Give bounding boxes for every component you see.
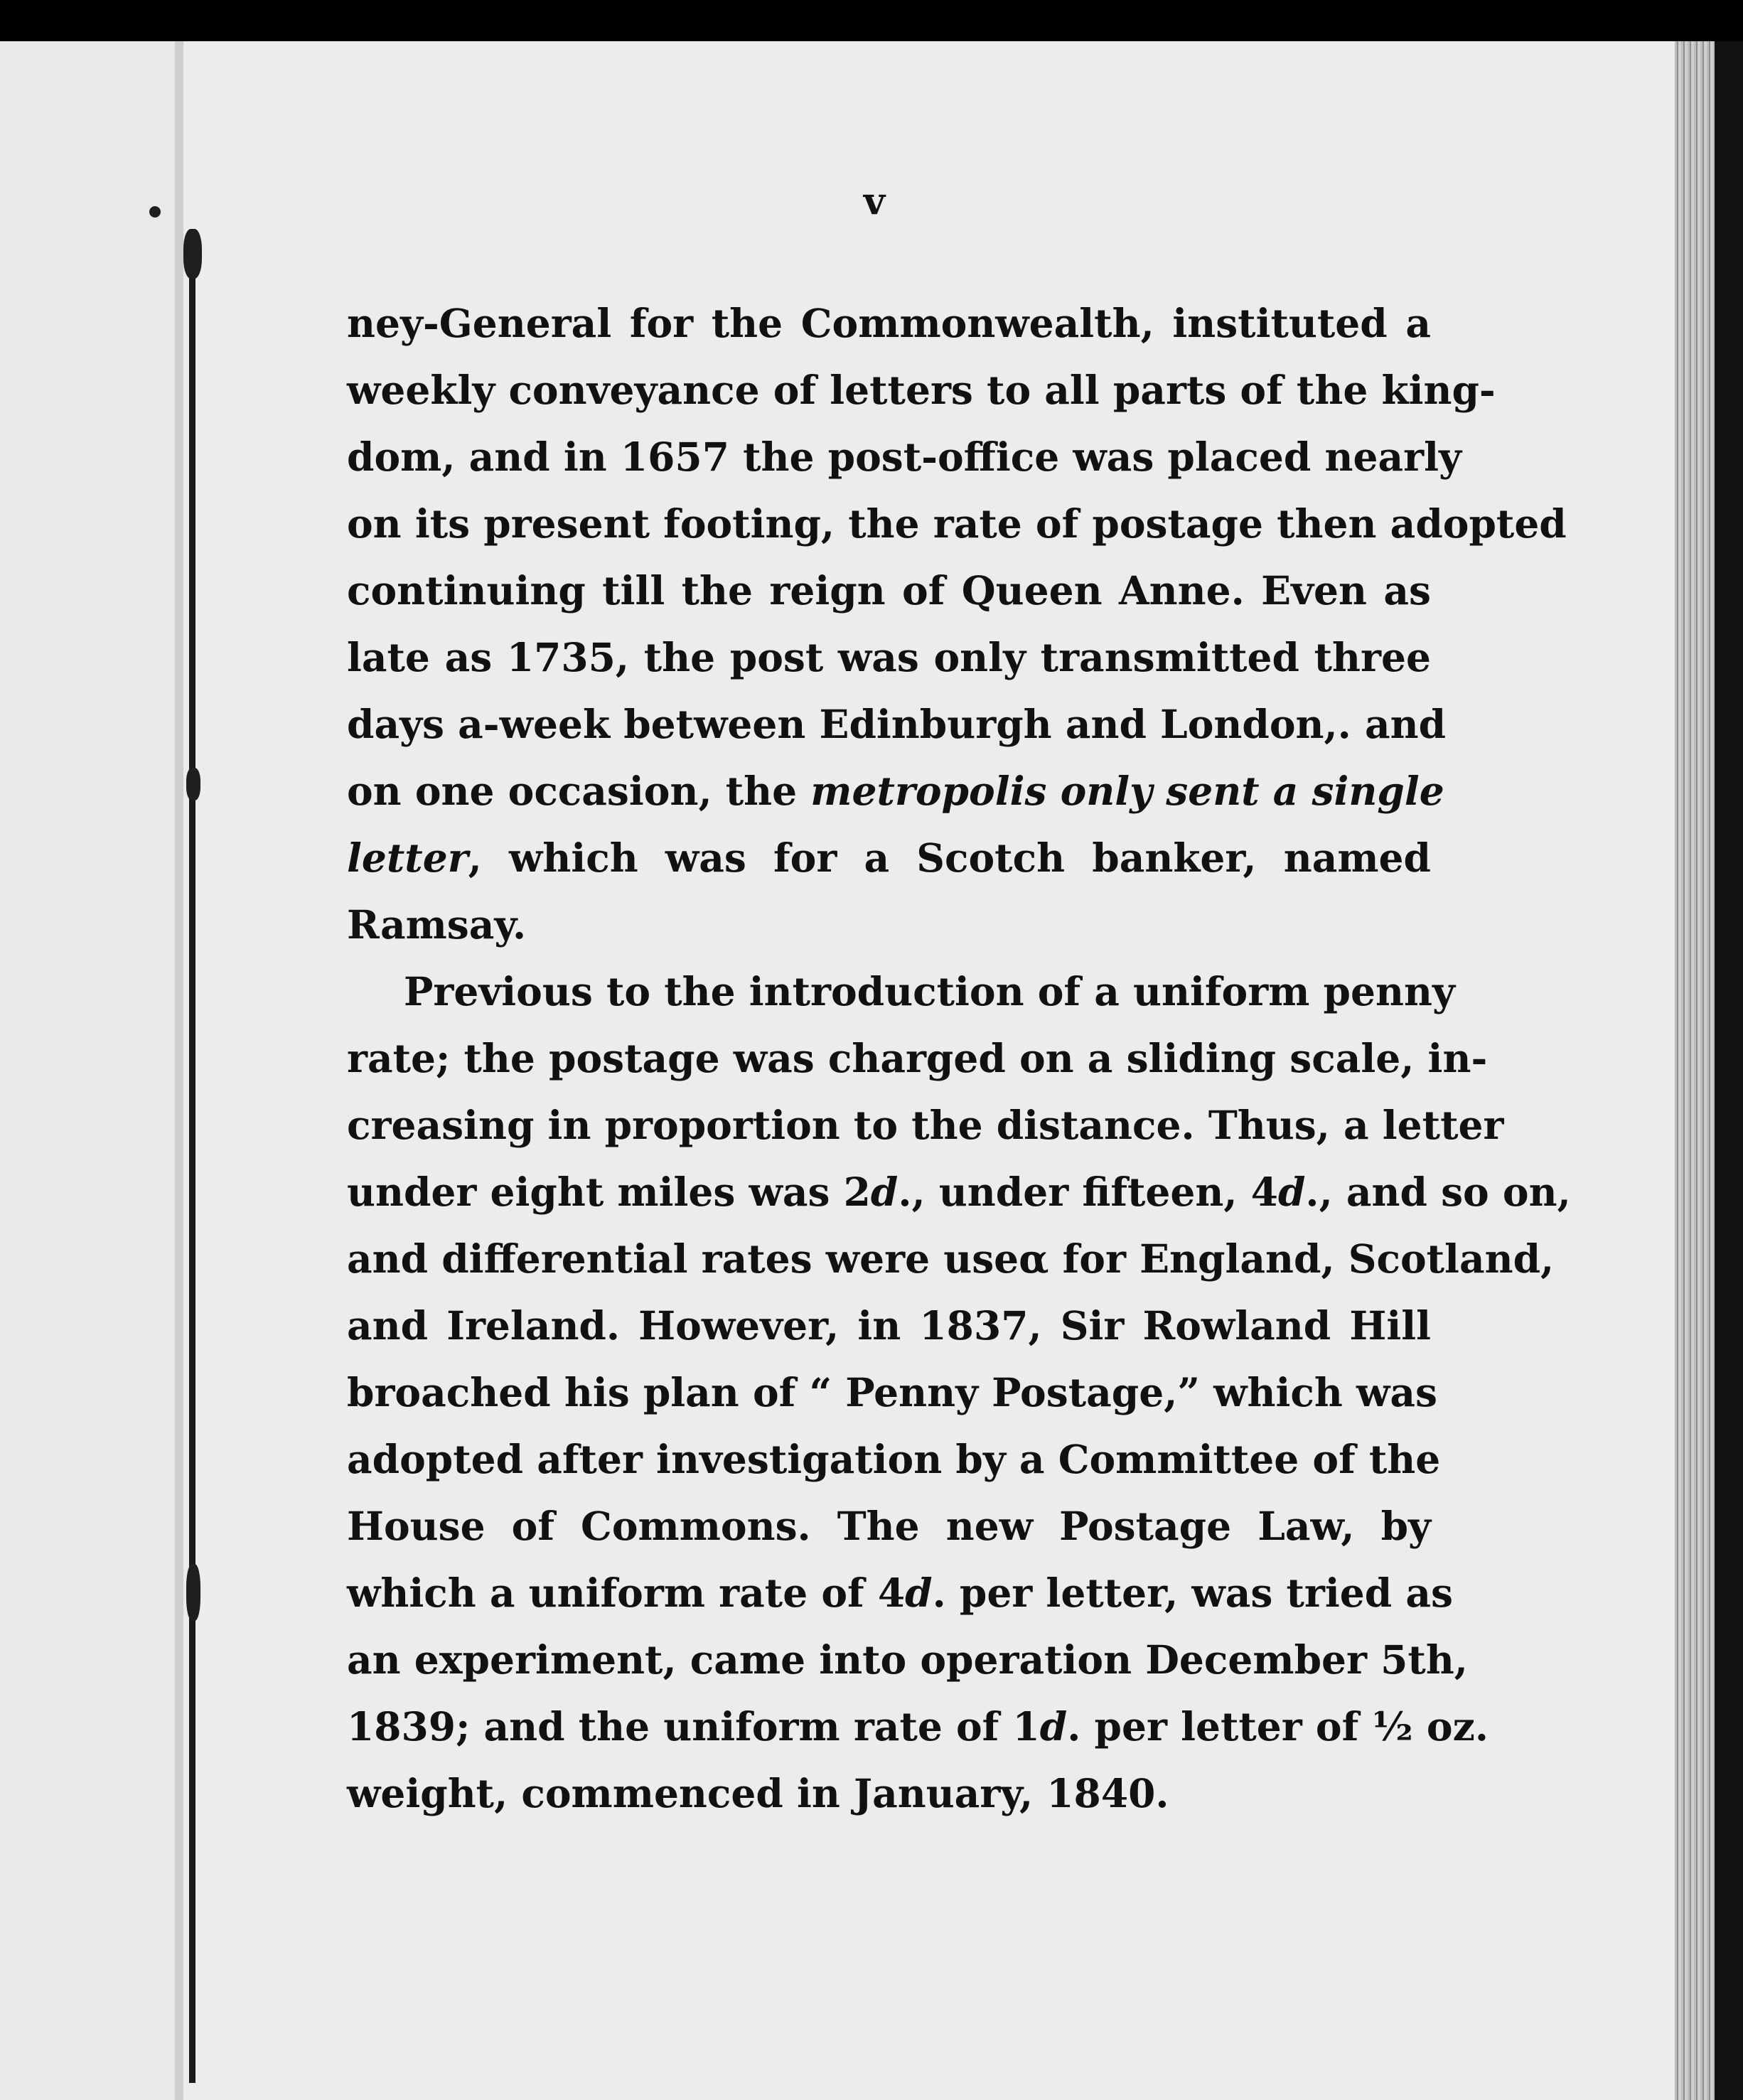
- text-line: [347, 424, 1462, 491]
- text-run: creasing in proportion to the distance. Thus, a letter: [347, 1102, 1504, 1148]
- text-run: broached his plan of “ Penny Postage,” which was: [347, 1369, 1437, 1415]
- text-run: . per letter, was tried as: [932, 1570, 1453, 1616]
- text-line: [347, 557, 1431, 624]
- text-run: ney-General for the Commonwealth, instituted a: [347, 300, 1431, 346]
- text-line: [347, 691, 1447, 758]
- text-run: late as 1735, the post was only transmitted three: [347, 634, 1431, 680]
- text-line: [347, 758, 1444, 825]
- text-run: House of Commons. The new Postage Law, by: [347, 1503, 1431, 1549]
- text-line: [347, 1159, 1571, 1226]
- binding-blot: [183, 229, 202, 279]
- text-line: [347, 1359, 1437, 1426]
- text-run: adopted after investigation by a Committee of the: [347, 1436, 1441, 1482]
- binding-blot: [186, 768, 200, 800]
- text-run: 1839; and the uniform rate of 1: [347, 1703, 1040, 1750]
- text-run: ., under fifteen, 4: [898, 1169, 1278, 1215]
- italic-text-run: d: [1277, 1169, 1306, 1215]
- text-line: [347, 891, 1431, 958]
- text-run: an experiment, came into operation December 5th,: [347, 1636, 1468, 1683]
- text-line: [347, 958, 1455, 1025]
- text-line: [347, 624, 1431, 691]
- text-run: on one occasion, the: [347, 768, 811, 814]
- text-line: [347, 1292, 1431, 1359]
- text-line: [347, 357, 1496, 424]
- page-stack-edge: [1675, 41, 1716, 2100]
- text-line: [347, 825, 1431, 891]
- text-run: Previous to the introduction of a uniform penny: [404, 968, 1455, 1014]
- body-text: [347, 290, 1571, 1827]
- italic-text-run: d: [870, 1169, 899, 1215]
- text-run: days a-week between Edinburgh and London,. and: [347, 701, 1447, 747]
- text-line: [347, 1627, 1468, 1693]
- text-run: and Ireland. However, in 1837, Sir Rowland Hill: [347, 1302, 1431, 1349]
- italic-text-run: letter: [347, 835, 468, 881]
- text-line: [347, 1426, 1441, 1493]
- text-line: [347, 491, 1567, 557]
- scan-border-right: [1715, 41, 1743, 2100]
- text-line: [347, 1693, 1489, 1760]
- text-run: which a uniform rate of 4: [347, 1570, 906, 1616]
- italic-text-run: d: [905, 1570, 933, 1616]
- text-run: weight, commenced in January, 1840.: [347, 1770, 1169, 1816]
- text-run: dom, and in 1657 the post-office was placed nearly: [347, 434, 1462, 480]
- italic-text-run: metropolis only sent a single: [810, 768, 1444, 814]
- text-run: on its present footing, the rate of postage then adopted: [347, 500, 1567, 547]
- binding-blot: [149, 206, 161, 218]
- binding-line: [189, 235, 195, 2083]
- text-run: continuing till the reign of Queen Anne. Even as: [347, 567, 1431, 614]
- text-line: [347, 1226, 1555, 1292]
- text-line: [347, 1560, 1453, 1627]
- text-run: under eight miles was 2: [347, 1169, 871, 1215]
- italic-text-run: d: [1039, 1703, 1068, 1750]
- facing-page-edge: [0, 41, 183, 2100]
- text-line: [347, 1493, 1431, 1560]
- text-line: [347, 290, 1431, 357]
- text-run: rate; the postage was charged on a sliding scale, in-: [347, 1035, 1488, 1081]
- text-line: [347, 1092, 1504, 1159]
- page-number: v: [863, 180, 886, 223]
- text-line: [347, 1760, 1431, 1827]
- text-run: Ramsay.: [347, 901, 527, 948]
- text-run: ., and so on,: [1305, 1169, 1571, 1215]
- text-run: . per letter of ½ oz.: [1067, 1703, 1489, 1750]
- text-line: [347, 1025, 1488, 1092]
- binding-blot: [186, 1564, 200, 1621]
- text-run: weekly conveyance of letters to all parts of the king-: [347, 367, 1496, 413]
- text-run: and differential rates were useα for England, Scotland,: [347, 1236, 1555, 1282]
- text-run: , which was for a Scotch banker, named: [468, 835, 1431, 881]
